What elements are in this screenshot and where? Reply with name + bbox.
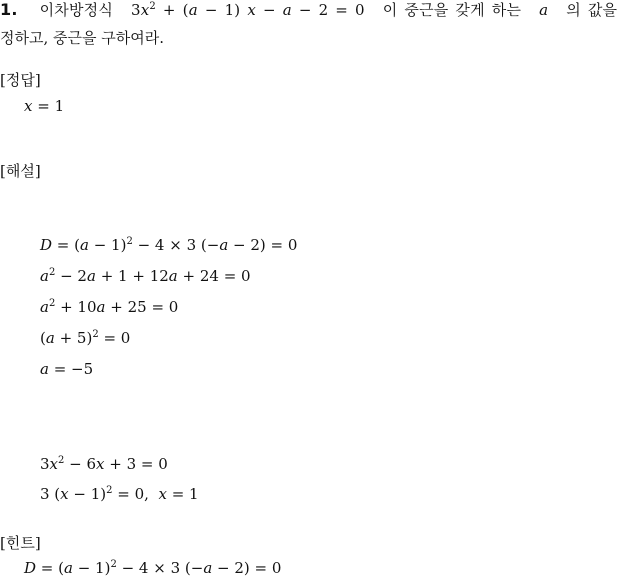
- problem-line-1: [0, 0, 617, 20]
- answer-value: x = 1: [24, 97, 65, 115]
- problem-text-before: 이차방정식: [39, 1, 114, 19]
- answer-label: [정답]: [0, 71, 41, 89]
- problem-var-a: a: [539, 1, 549, 19]
- solution-label: [해설]: [0, 162, 41, 180]
- solution-step-2: $a^2 - 2a + 1 + 12a + 24 = 0$: [40, 267, 251, 285]
- problem-equation: $3x^2 + (a - 1) x - a - 2 = 0$: [130, 1, 365, 19]
- problem-line-2: 정하고, 중근을 구하여라.: [0, 29, 164, 47]
- solution-step-4: $(a + 5)^2 = 0$: [40, 329, 131, 347]
- problem-text-mid: 이 중근을 갖게 하는: [382, 1, 522, 19]
- solution-step-5: a = −5: [40, 360, 94, 378]
- problem-number: 1.: [0, 0, 18, 19]
- solution-step-6: $3x^2 - 6x + 3 = 0$: [40, 455, 168, 473]
- solution-step-1: $D = (a - 1)^2 - 4 \times 3$ (−a − 2) = 0: [40, 236, 298, 254]
- hint-formula: $D = (a - 1)^2 - 4 \times 3$ (−a − 2) = 0: [24, 559, 282, 577]
- solution-step-3: $a^2 + 10a + 25 = 0$: [40, 298, 179, 316]
- problem-text-after: 의 값을: [566, 1, 617, 19]
- hint-label: [힌트]: [0, 534, 41, 552]
- solution-step-7: 3 $(x - 1)^2 = 0$, x = 1: [40, 485, 199, 503]
